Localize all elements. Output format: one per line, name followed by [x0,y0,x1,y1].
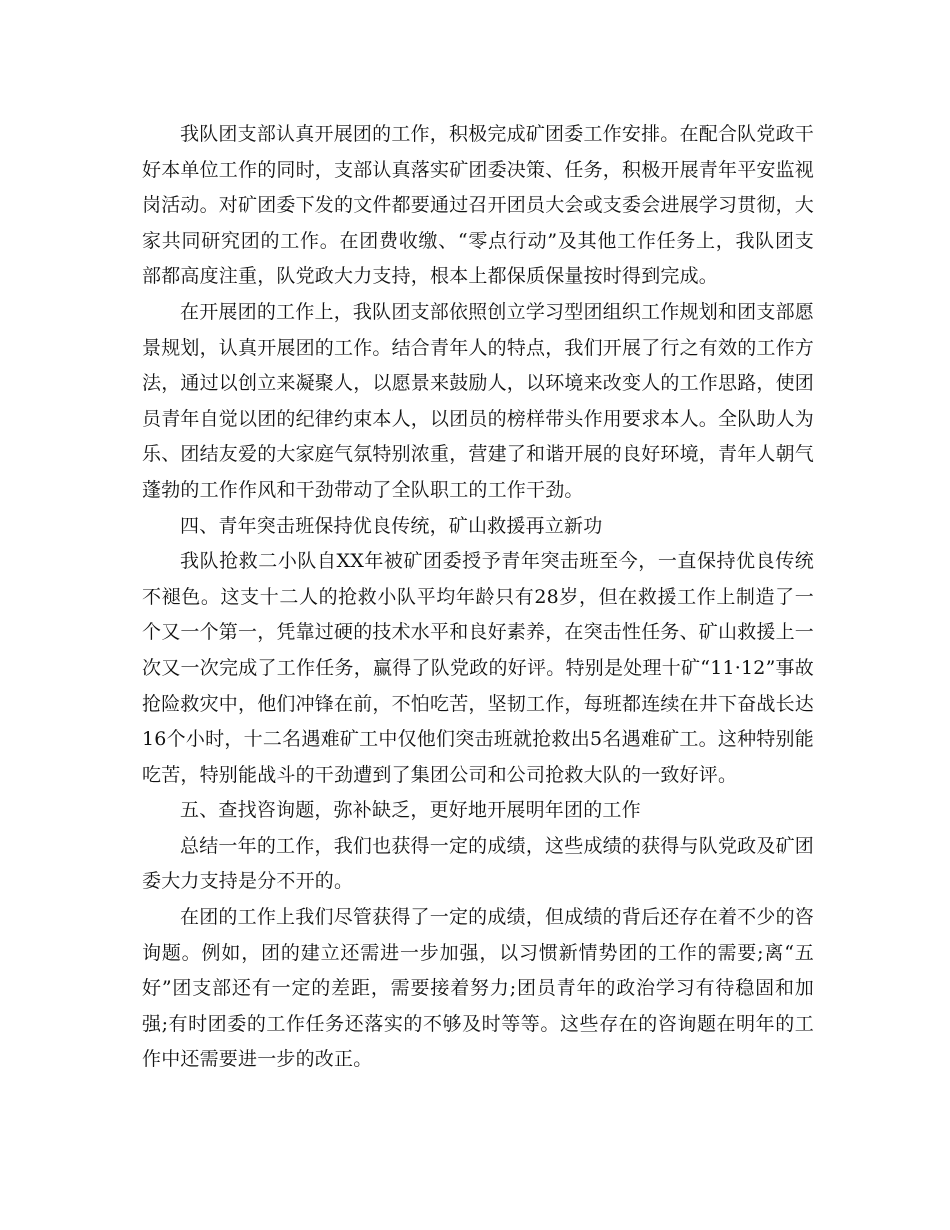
section-heading-5: 五、查找咨询题，弥补缺乏，更好地开展明年团的工作 [180,799,641,822]
paragraph-rescue-team: 我队抢救二小队自XX年被矿团委授予青年突击班至今，一直保持优良传统不褪色。这支十二人的抢救小队平均年龄只有28岁，但在救援工作上制造了一个又一个第一，凭靠过硬的技术水平和良好素养，在突击性任务、矿山救援上一次又一次完成了工作任务，赢得了队党政的好评。特别是处理十矿“11·12”事故抢险救灾中，他们冲锋在前，不怕吃苦，坚韧工作，每班都连续在井下奋战长达16个小时，十二名遇难矿工中仅他们突击班就抢救出5名遇难矿工。这种特别能吃苦，特别能战斗的干劲遭到了集团公司和公司抢救大队的一致好评。 [142,550,815,786]
paragraph-learning-organization: 在开展团的工作上，我队团支部依照创立学习型团组织工作规划和团支部愿景规划，认真开展团的工作。结合青年人的特点，我们开展了行之有效的工作方法，通过以创立来凝聚人，以愿景来鼓励人，以环境来改变人的工作思路，使团员青年自觉以团的纪律约束本人，以团员的榜样带头作用要求本人。全队助人为乐、团结友爱的大家庭气氛特别浓重，营建了和谐开展的良好环境，青年人朝气蓬勃的工作作风和干劲带动了全队职工的工作干劲。 [142,300,815,501]
document-body [142,117,814,1078]
paragraph-problems: 在团的工作上我们尽管获得了一定的成绩，但成绩的背后还存在着不少的咨询题。例如，团的建立还需进一步加强，以习惯新情势团的工作的需要;离“五好”团支部还有一定的差距，需要接着努力;团员青年的政治学习有待稳固和加强;有时团委的工作任务还落实的不够及时等等。这些存在的咨询题在明年的工作中还需要进一步的改正。 [142,906,814,1071]
section-heading-4: 四、青年突击班保持优良传统，矿山救援再立新功 [180,514,603,537]
paragraph-work-arrangement: 我队团支部认真开展团的工作，积极完成矿团委工作安排。在配合队党政干好本单位工作的同时，支部认真落实矿团委决策、任务，积极开展青年平安监视岗活动。对矿团委下发的文件都要通过召开团员大会或支委会进展学习贯彻，大家共同研究团的工作。在团费收缴、“零点行动”及其他工作任务上，我队团支部都高度注重，队党政大力支持，根本上都保质保量按时得到完成。 [142,123,815,288]
paragraph-summary: 总结一年的工作，我们也获得一定的成绩，这些成绩的获得与队党政及矿团委大力支持是分不开的。 [142,834,814,893]
